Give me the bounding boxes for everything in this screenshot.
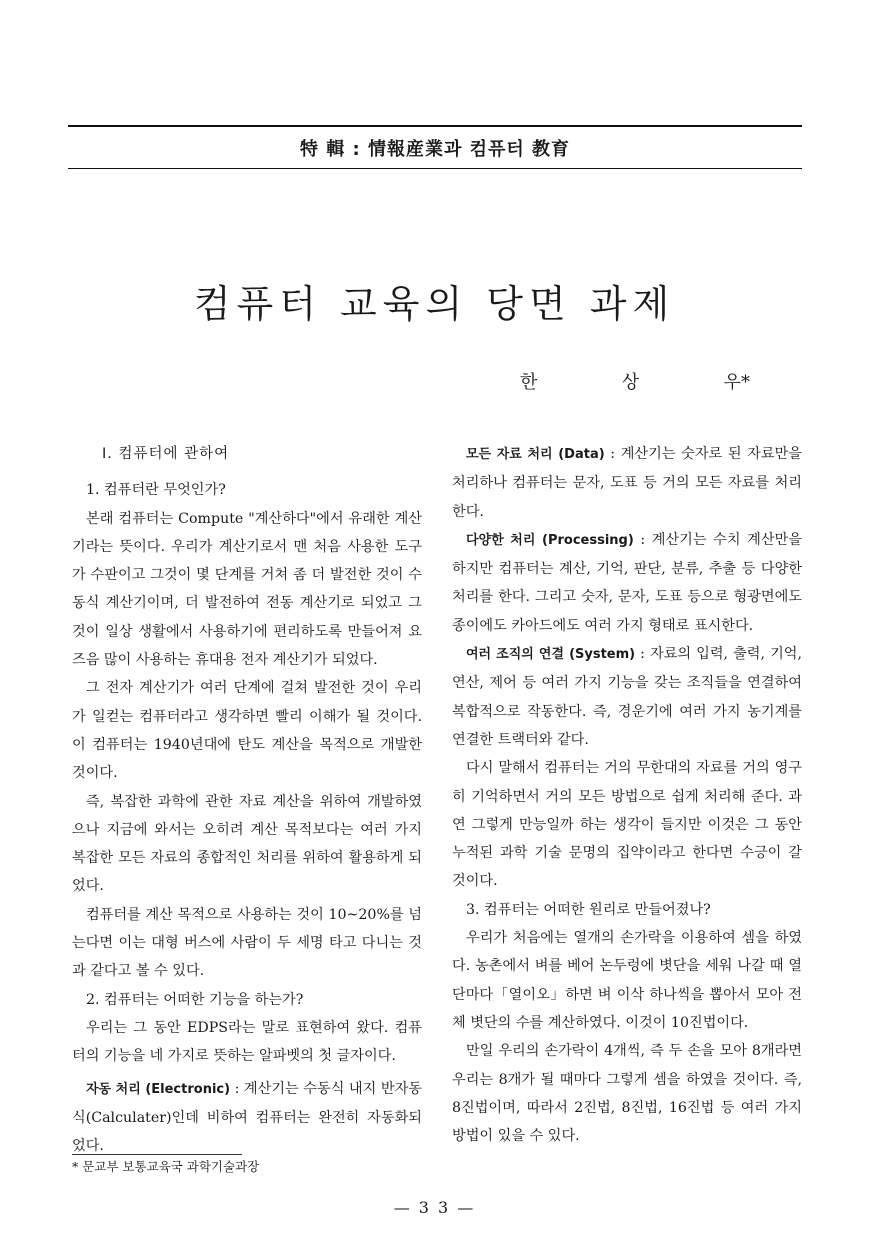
term-processing: 다양한 처리 (Processing) bbox=[466, 532, 634, 548]
author-char: 한 bbox=[520, 372, 538, 393]
definition-text: : 계산기는 수동식 내지 반자동식(Calculater)인데 비하여 컴퓨터는 완전히 자동화되었다. bbox=[72, 1080, 422, 1155]
body-paragraph: 그 전자 계산기가 여러 단계에 걸쳐 발전한 것이 우리가 일컫는 컴퓨터라고 생각하면 빨리 이해가 될 것이다. 이 컴퓨터는 1940년대에 탄도 계산을 목적으로 개발한 것이다. bbox=[72, 680, 422, 782]
author-char: 우* bbox=[723, 372, 750, 393]
header-rule-top bbox=[68, 125, 802, 127]
section-heading: I. 컴퓨터에 관하여 bbox=[102, 446, 230, 462]
body-paragraph: 만일 우리의 손가락이 4개씩, 즉 두 손을 모아 8개라면 우리는 8개가 될 때마다 그렇게 셈을 하였을 것이다. 즉, 8진법이며, 따라서 2진법, 8진법, 16진법 등 여러 가지 방법이 있을 수 있다. bbox=[452, 1043, 802, 1145]
definition-electronic bbox=[72, 1075, 422, 1161]
body-paragraph: 다시 말해서 컴퓨터는 거의 무한대의 자료를 거의 영구히 기억하면서 거의 모든 방법으로 쉽게 처리해 준다. 과연 그렇게 만능일까 하는 생각이 들지만 이것은 그 동안 누적된 과학 기술 문명의 집약이라고 한다면 수긍이 갈 것이다. bbox=[452, 760, 802, 890]
author-name bbox=[520, 368, 750, 394]
definition-data bbox=[452, 440, 802, 526]
body-paragraph: 즉, 복잡한 과학에 관한 자료 계산을 위하여 개발하였으나 지금에 와서는 오히려 계산 목적보다는 여러 가지 복잡한 모든 자료의 종합적인 처리를 위하여 활용하게 되었다. bbox=[72, 793, 422, 895]
term-system: 여러 조직의 연결 (System) bbox=[466, 647, 636, 663]
footnote-rule bbox=[72, 1154, 242, 1155]
term-electronic: 자동 처리 (Electronic) bbox=[86, 1081, 231, 1097]
footnote: * 문교부 보통교육국 과학기술과장 bbox=[72, 1159, 260, 1174]
right-column bbox=[452, 440, 802, 1150]
definition-text: : 계산기는 숫자로 된 자료만을 처리하나 컴퓨터는 문자, 도표 등 거의 모든 자료를 처리한다. bbox=[452, 446, 803, 520]
definition-text: : 자료의 입력, 출력, 기억, 연산, 제어 등 여러 가지 기능을 갖는 조직들을 연결하여 복합적으로 작동한다. 즉, 경운기에 여러 가지 농기계를 연결한 트랙터와 같다. bbox=[452, 646, 802, 748]
term-data: 모든 자료 처리 (Data) bbox=[466, 447, 605, 462]
definition-text: : 계산기는 수치 계산만을 하지만 컴퓨터는 계산, 기억, 판단, 분류, 추출 등 다양한 처리를 한다. 그리고 숫자, 문자, 도표 등으로 형광면에도 종이에도 카아드에도 여러 가지 형태로 표시한다. bbox=[452, 531, 802, 634]
body-paragraph: 컴퓨터를 계산 목적으로 사용하는 것이 10~20%를 넘는다면 이는 대형 버스에 사람이 두 세명 타고 다니는 것과 같다고 볼 수 있다. bbox=[72, 906, 422, 980]
body-paragraph: 우리는 그 동안 EDPS라는 말로 표현하여 왔다. 컴퓨터의 기능을 네 가지로 뜻하는 알파벳의 첫 글자이다. bbox=[72, 1019, 422, 1065]
author-char: 상 bbox=[621, 372, 640, 393]
page-number: — 3 3 — bbox=[393, 1198, 476, 1217]
article-title: 컴퓨터 교육의 당면 과제 bbox=[193, 282, 676, 327]
subheading: 3. 컴퓨터는 어떠한 원리로 만들어졌나? bbox=[466, 901, 711, 918]
body-paragraph: 우리가 처음에는 열개의 손가락을 이용하여 셈을 하였다. 농촌에서 벼를 베어 논두렁에 볏단을 세워 나갈 때 열 단마다「열이오」하면 벼 이삭 하나씩을 뽑아서 모아 전체 볏단의 수를 계산하였다. 이것이 10진법이다. bbox=[452, 930, 802, 1031]
header-rule-bottom bbox=[68, 168, 802, 169]
subheading: 1. 컴퓨터란 무엇인가? bbox=[86, 482, 226, 499]
definition-processing bbox=[452, 526, 802, 640]
section-header: 特 輯 : 情報産業과 컴퓨터 教育 bbox=[299, 139, 571, 160]
subheading: 2. 컴퓨터는 어떠한 기능을 하는가? bbox=[86, 991, 304, 1008]
left-column bbox=[72, 440, 422, 1160]
body-paragraph: 본래 컴퓨터는 Compute "계산하다"에서 유래한 계산기라는 뜻이다. 우리가 계산기로서 맨 처음 사용한 도구가 수판이고 그것이 몇 단계를 거쳐 좀 더 발전한 것이 수동식 계산기이며, 더 발전하여 전동 계산기로 되었고 그것이 일상 생활에서 사용하기에 편리하도록 만들어져 요즈음 많이 사용하는 휴대용 전자 계산기가 되었다. bbox=[72, 510, 422, 669]
definition-system bbox=[452, 640, 802, 754]
